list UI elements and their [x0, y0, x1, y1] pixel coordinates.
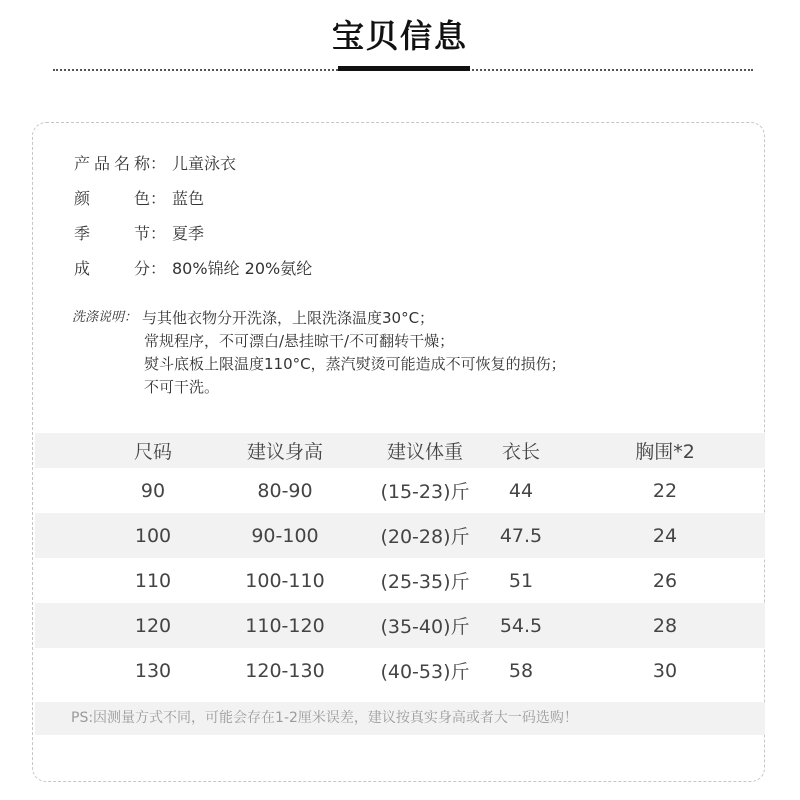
label-char: 产 — [74, 154, 91, 173]
label-char: 名 — [113, 154, 130, 173]
column-header-weight: 建议体重 — [386, 441, 463, 463]
column-header-size: 尺码 — [133, 441, 172, 463]
table-cell: (35-40)斤 — [380, 616, 470, 638]
attribute-colon: ： — [150, 154, 167, 173]
label-char: 色 — [133, 189, 150, 208]
table-cell: 90-100 — [251, 524, 319, 547]
table-row — [35, 558, 765, 603]
note-text: PS:因测量方式不同，可能会存在1-2厘米误差，建议按真实身高或者大一码选购！ — [71, 710, 578, 726]
attribute-value: 儿童泳衣 — [172, 154, 237, 173]
label-char: 节 — [133, 224, 150, 243]
table-cell: 58 — [508, 659, 534, 682]
table-cell: (15-23)斤 — [380, 481, 470, 503]
table-cell: 54.5 — [499, 614, 543, 637]
care-line: 常规程序，不可漂白/悬挂晾干/不可翻转干燥； — [144, 332, 455, 350]
table-cell: 80-90 — [257, 479, 313, 502]
label-char: 季 — [74, 224, 91, 243]
label-char: 称 — [133, 154, 150, 173]
attribute-colon: ： — [150, 189, 167, 208]
table-cell: 24 — [652, 524, 678, 547]
title-underline-bar — [338, 66, 470, 71]
label-char: 成 — [74, 259, 91, 278]
care-line: 不可干洗。 — [144, 378, 220, 396]
label-char: 品 — [93, 154, 110, 173]
attribute-colon: ： — [150, 224, 167, 243]
table-cell: 90 — [140, 479, 166, 502]
care-line: 熨斗底板上限温度110°C，蒸汽熨烫可能造成不可恢复的损伤； — [144, 355, 566, 373]
table-cell: (40-53)斤 — [380, 661, 470, 683]
table-cell: 44 — [508, 479, 534, 502]
table-row — [35, 513, 765, 558]
care-line: 与其他衣物分开洗涤，上限洗涤温度30°C； — [142, 309, 435, 327]
attribute-value: 夏季 — [172, 224, 205, 243]
table-cell: 100-110 — [245, 569, 325, 592]
table-cell: 47.5 — [499, 524, 543, 547]
attribute-label — [74, 146, 150, 181]
column-header-chest: 胸围*2 — [635, 441, 695, 463]
size-table — [35, 433, 765, 693]
table-cell: (25-35)斤 — [380, 571, 470, 593]
page-title: 宝贝信息 — [331, 17, 468, 55]
measurement-note — [35, 702, 765, 735]
table-cell: 120-130 — [245, 659, 325, 682]
table-row — [35, 603, 765, 648]
attribute-colon: ： — [150, 259, 167, 278]
table-cell: 120 — [134, 614, 172, 637]
table-cell: 110-120 — [245, 614, 325, 637]
attribute-value: 80%锦纶 20%氨纶 — [172, 259, 313, 278]
column-header-length: 衣长 — [501, 441, 540, 463]
attribute-label — [74, 216, 150, 251]
table-cell: 30 — [652, 659, 678, 682]
attribute-value: 蓝色 — [172, 189, 205, 208]
table-cell: (20-28)斤 — [380, 526, 470, 548]
table-row — [35, 648, 765, 693]
table-cell: 26 — [652, 569, 678, 592]
table-cell: 110 — [134, 569, 172, 592]
table-cell: 100 — [134, 524, 172, 547]
table-cell: 28 — [652, 614, 678, 637]
table-row — [35, 468, 765, 513]
table-cell: 130 — [134, 659, 172, 682]
label-char: 颜 — [74, 189, 91, 208]
table-cell: 51 — [508, 569, 534, 592]
table-header-row — [35, 433, 765, 468]
label-char: 分 — [133, 259, 150, 278]
care-label: 洗涤说明： — [72, 310, 138, 325]
attribute-label — [74, 181, 150, 216]
attribute-label — [74, 251, 150, 286]
column-header-height: 建议身高 — [246, 441, 323, 463]
table-cell: 22 — [652, 479, 678, 502]
